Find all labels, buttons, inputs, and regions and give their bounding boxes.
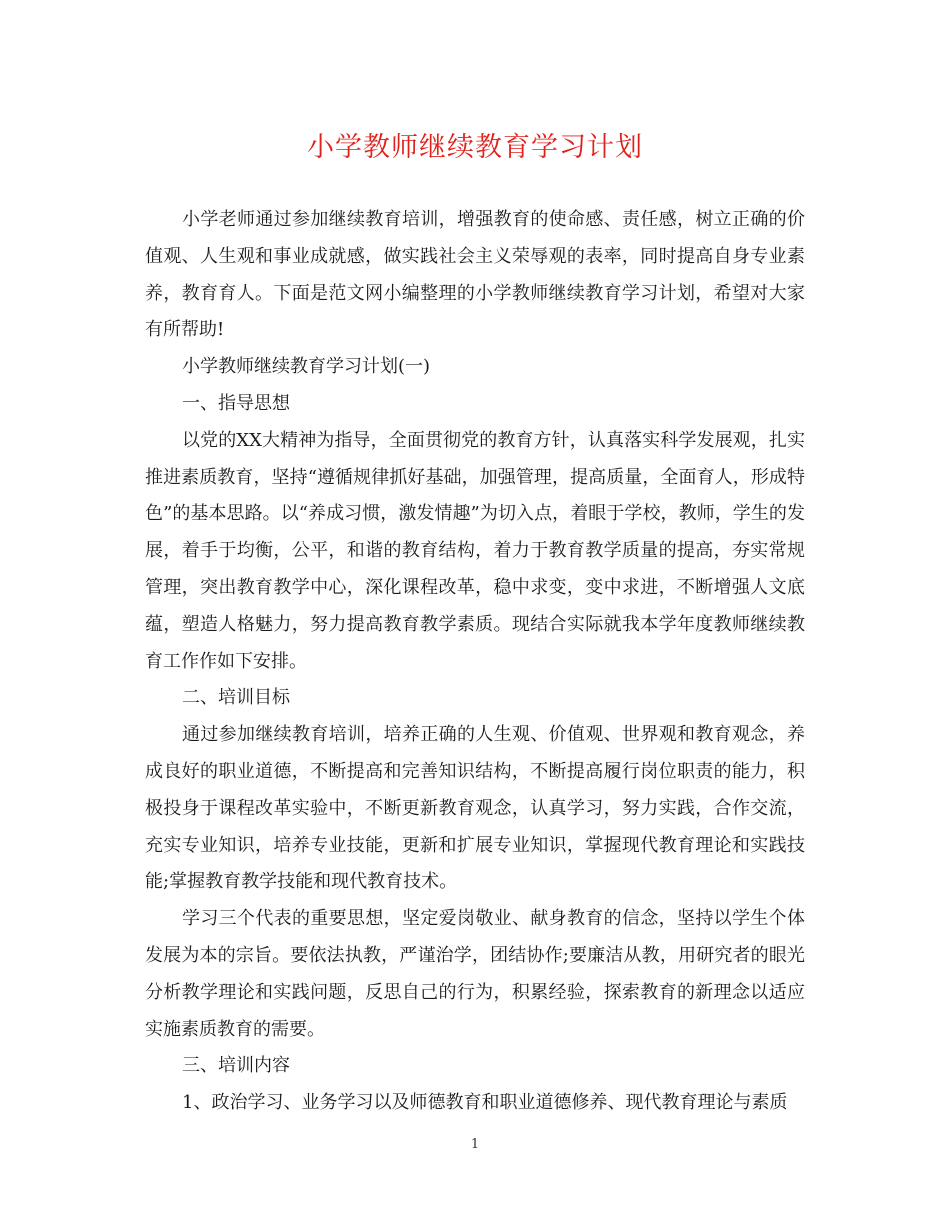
- training-content-item-1: 1、政治学习、业务学习以及师德教育和职业道德修养、现代教育理论与素质: [182, 1092, 788, 1114]
- page-number: 1: [470, 1137, 480, 1152]
- guiding-ideology-paragraph: 以党的XX大精神为指导，全面贯彻党的教育方针，认真落实科学发展观，扎实推进素质教育，坚持“遵循规律抓好基础，加强管理，提高质量，全面育人，形成特色”的基本思路。以“养成习惯，激发情趣”为切入点，着眼于学校，教师，学生的发展，着手于均衡，公平，和谐的教育结构，着力于教育教学质量的提高，夯实常规管理，突出教育教学中心，深化课程改革，稳中求变，变中求进，不断增强人文底蕴，塑造人格魅力，努力提高教育教学素质。现结合实际就我本学年度教师继续教育工作作如下安排。: [145, 429, 805, 672]
- document-body: [145, 202, 805, 1122]
- heading-guiding-ideology: 一、指导思想: [182, 392, 290, 414]
- heading-training-content: 三、培训内容: [182, 1055, 290, 1077]
- heading-training-goals: 二、培训目标: [182, 687, 290, 709]
- document-title: 小学教师继续教育学习计划: [307, 132, 643, 163]
- study-paragraph: 学习三个代表的重要思想，坚定爱岗敬业、献身教育的信念，坚持以学生个体发展为本的宗旨。要依法执教，严谨治学，团结协作;要廉洁从教，用研究者的眼光分析教学理论和实践问题，反思自己的行为，积累经验，探索教育的新理念以适应实施素质教育的需要。: [145, 908, 805, 1040]
- training-goals-paragraph: 通过参加继续教育培训，培养正确的人生观、价值观、世界观和教育观念，养成良好的职业道德，不断提高和完善知识结构，不断提高履行岗位职责的能力，积极投身于课程改革实验中，不断更新教育观念，认真学习，努力实践，合作交流，充实专业知识，培养专业技能，更新和扩展专业知识，掌握现代教育理论和实践技能;掌握教育教学技能和现代教育技术。: [145, 724, 805, 893]
- intro-paragraph: 小学老师通过参加继续教育培训，增强教育的使命感、责任感，树立正确的价值观、人生观和事业成就感，做实践社会主义荣辱观的表率，同时提高自身专业素养，教育育人。下面是范文网小编整理的小学教师继续教育学习计划，希望对大家有所帮助!: [145, 209, 805, 341]
- section-subtitle: 小学教师继续教育学习计划(一): [182, 356, 431, 378]
